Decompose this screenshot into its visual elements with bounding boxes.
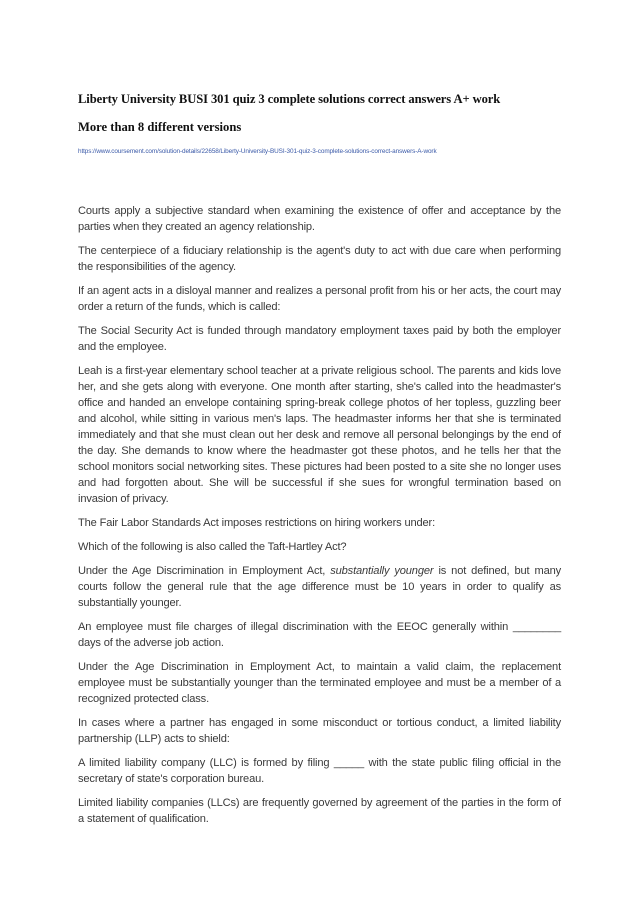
paragraph: The Fair Labor Standards Act imposes restrictions on hiring workers under: xyxy=(78,517,436,529)
document-title: Liberty University BUSI 301 quiz 3 complete solutions correct answers A+ work xyxy=(78,92,501,106)
paragraph: Which of the following is also called the Taft-Hartley Act? xyxy=(78,541,347,553)
paragraph: Limited liability companies (LLCs) are frequently governed by agreement of the parties in the form of a statement of qualification. xyxy=(78,797,561,825)
paragraph: A limited liability company (LLC) is formed by filing _____ with the state public filing official in the secretary of state's corporation bureau. xyxy=(78,757,561,785)
paragraph: The Social Security Act is funded through mandatory employment taxes paid by both the employer and the employee. xyxy=(78,325,561,353)
document-subtitle: More than 8 different versions xyxy=(78,120,242,134)
paragraph: Under the Age Discrimination in Employment Act, to maintain a valid claim, the replacement employee must be substantially younger than the terminated employee and must be a member of a recognized protected class. xyxy=(78,661,561,705)
paragraph-text: is not defined, but many courts follow the general rule that the age difference must be 10 years in order to qualify as substantially younger. xyxy=(78,565,562,609)
document-body xyxy=(78,203,561,835)
paragraph: Courts apply a subjective standard when examining the existence of offer and acceptance by the parties when they created an agency relationship. xyxy=(78,205,561,233)
paragraph: The centerpiece of a fiduciary relationship is the agent's duty to act with due care when performing the responsibilities of the agency. xyxy=(78,245,561,273)
paragraph: In cases where a partner has engaged in some misconduct or tortious conduct, a limited liability partnership (LLP) acts to shield: xyxy=(78,717,561,745)
paragraph-age-discrimination xyxy=(78,563,561,611)
paragraph: If an agent acts in a disloyal manner and realizes a personal profit from his or her acts, the court may order a return of the funds, which is called: xyxy=(78,285,561,313)
paragraph: Leah is a first-year elementary school teacher at a private religious school. The parents and kids love her, and she gets along with everyone. One month after starting, she's called into the headmaster's office and handed an envelope containing spring-break college photos of her topless, guzzling beer and alcohol, while sitting in various men's laps. The headmaster informs her that she is terminated immediately and that she must clean out her desk and remove all personal belongings by the end of the day. She demands to know where the headmaster got these photos, and he tells her that the school monitors social networking sites. These pictures had been posted to a site she no longer uses and had forgotten about. She will be successful if she sues for wrongful termination based on invasion of privacy. xyxy=(78,365,561,505)
emphasized-term: substantially younger xyxy=(330,565,434,577)
paragraph-text: Under the Age Discrimination in Employment Act, xyxy=(78,565,331,577)
paragraph: An employee must file charges of illegal discrimination with the EEOC generally within ________ days of the adverse job action. xyxy=(78,621,561,649)
source-link[interactable]: https://www.coursement.com/solution-details/22658/Liberty-University-BUSI-301-quiz-3-complete-solutions-correct-answers-A-work xyxy=(78,148,437,155)
